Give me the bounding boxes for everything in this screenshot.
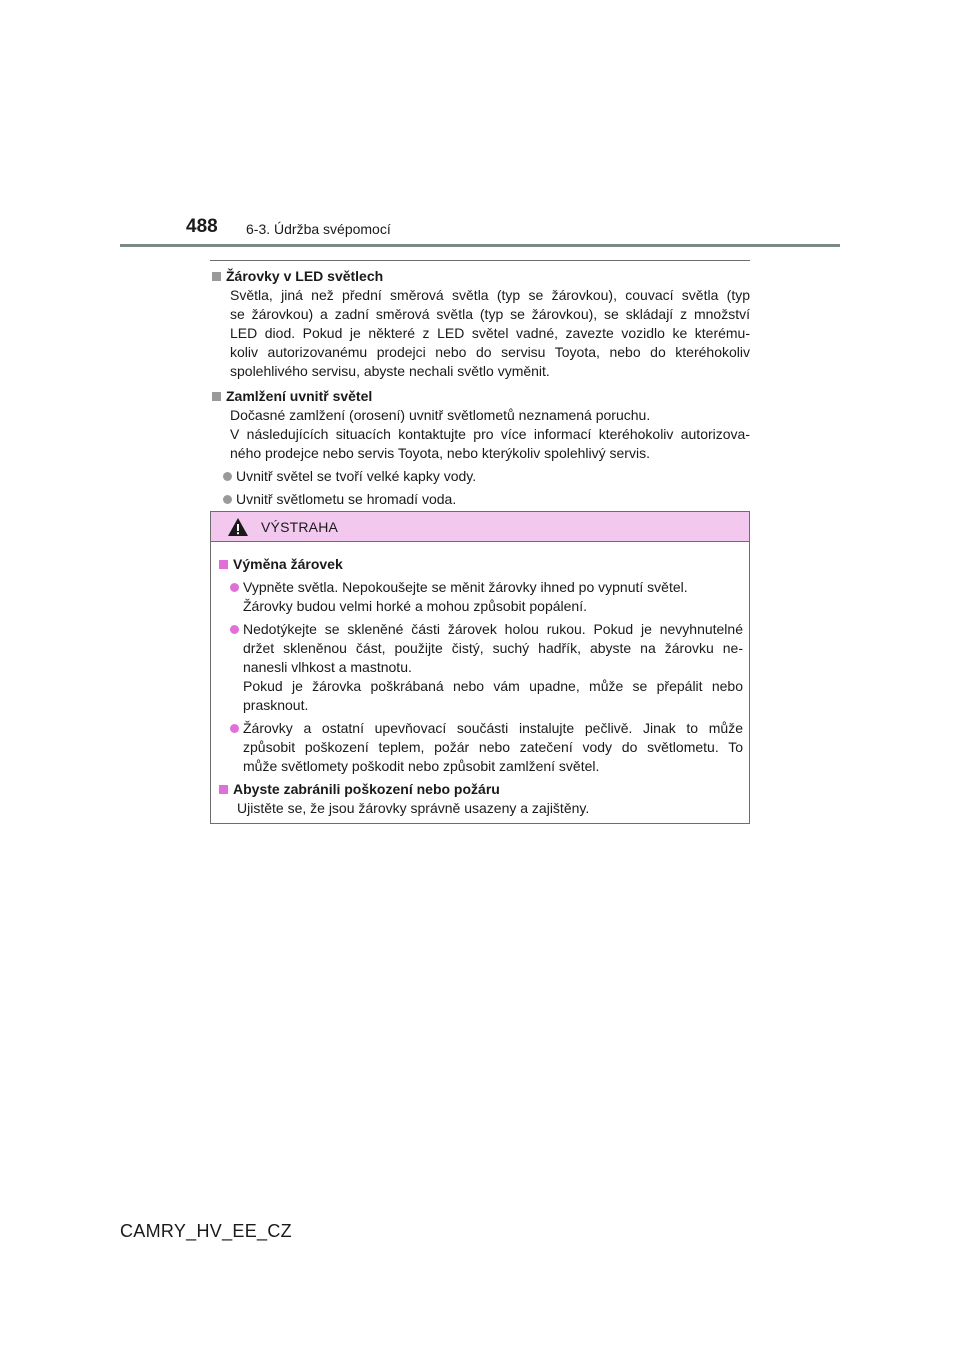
section-heading (210, 387, 750, 406)
paragraph (237, 799, 743, 818)
section-title: 6-3. Údržba svépomocí (246, 221, 391, 237)
text-line: Světla, jiná než přední směrová světla (typ se žárovkou), couvací světla (typ (230, 287, 750, 303)
dot-bullet-icon (230, 625, 239, 634)
text-line: Ujistěte se, že jsou žárovky správně usazeny a zajištěny. (237, 800, 590, 816)
text-line: LED diod. Pokud je některé z LED světel vadné, zavezte vozidlo ke kterému- (230, 325, 750, 341)
heading-text: Zamlžení uvnitř světel (226, 388, 373, 404)
page-number: 488 (186, 216, 218, 237)
warning-box (210, 511, 750, 824)
square-bullet-icon (219, 560, 228, 569)
dot-bullet-icon (230, 724, 239, 733)
text-line: spolehlivého servisu, abyste nechali světlo vyměnit. (230, 363, 550, 379)
text-line: Žárovky budou velmi horké a mohou způsobit popálení. (243, 598, 587, 614)
text-line: Vypněte světla. Nepokoušejte se měnit žárovky ihned po vypnutí světel. (243, 579, 688, 595)
text-line: V následujících situacích kontaktujte pro více informací kteréhokoliv autorizova- (230, 426, 750, 442)
text-line: ného prodejce nebo servis Toyota, nebo kterýkoliv spolehlivý servis. (230, 445, 650, 461)
list-item (223, 490, 750, 509)
warning-section-heading (217, 780, 743, 799)
warning-triangle-icon (227, 517, 249, 537)
warning-body (211, 542, 749, 818)
list-item (223, 467, 750, 486)
content-divider (210, 260, 750, 261)
heading-text: Abyste zabránili poškození nebo požáru (233, 781, 500, 797)
text-line: nanesli vlhkost a mastnotu. (243, 659, 412, 675)
list-item (230, 719, 743, 776)
document-code: CAMRY_HV_EE_CZ (120, 1221, 292, 1241)
main-content (210, 265, 750, 509)
text-line: Žárovky a ostatní upevňovací součásti instalujte pečlivě. Jinak to může (243, 720, 743, 736)
list-item (230, 578, 743, 616)
heading-text: Výměna žárovek (233, 556, 343, 572)
list-item (230, 620, 743, 715)
square-bullet-icon (219, 785, 228, 794)
warning-section-heading (217, 555, 743, 574)
list-item-text: Uvnitř světlometu se hromadí voda. (236, 491, 457, 507)
list-item-text: Uvnitř světel se tvoří velké kapky vody. (236, 468, 477, 484)
paragraph (230, 286, 750, 381)
square-bullet-icon (212, 392, 221, 401)
text-line: prasknout. (243, 697, 309, 713)
text-line: koliv autorizovanému prodejci nebo do servisu Toyota, nebo do kteréhokoliv (230, 344, 750, 360)
header-divider (120, 244, 840, 247)
page-header (0, 0, 960, 250)
text-line: může světlomety poškodit nebo způsobit zamlžení světel. (243, 758, 600, 774)
heading-text: Žárovky v LED světlech (226, 268, 384, 284)
dot-bullet-icon (223, 472, 232, 481)
dot-bullet-icon (223, 495, 232, 504)
text-line: se žárovkou) a zadní směrová světla (typ se žárovkou), se skládají z množství (230, 306, 750, 322)
text-line: Dočasné zamlžení (orosení) uvnitř světlometů neznamená poruchu. (230, 407, 651, 423)
section-heading (210, 267, 750, 286)
text-line: Nedotýkejte se skleněné části žárovek holou rukou. Pokud je nevyhnutelné (243, 621, 743, 637)
square-bullet-icon (212, 272, 221, 281)
warning-title: VÝSTRAHA (261, 518, 339, 535)
dot-bullet-icon (230, 583, 239, 592)
paragraph (230, 406, 750, 463)
text-line: způsobit poškození teplem, požár nebo zatečení vody do světlometu. To (243, 739, 743, 755)
text-line: Pokud je žárovka poškrábaná nebo vám upadne, může se přepálit nebo (243, 678, 743, 694)
text-line: držet skleněnou část, použijte čistý, suchý hadřík, abyste na žárovku ne- (243, 640, 743, 656)
warning-header (211, 512, 749, 542)
